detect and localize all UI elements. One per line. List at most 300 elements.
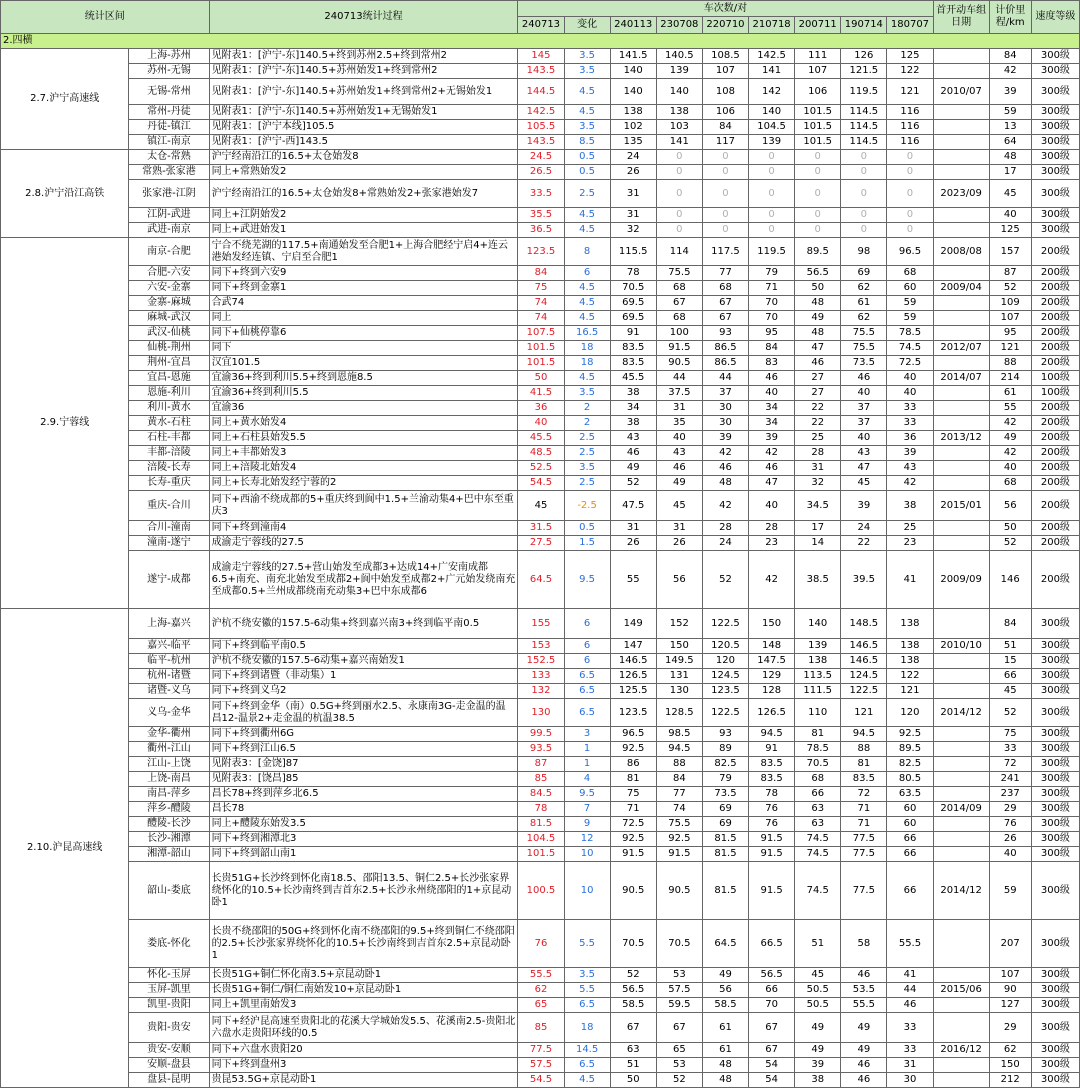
count-cell: 101.5 [795,120,841,135]
count-cell: 75.5 [841,341,887,356]
process-text: 同下+终到金寨1 [209,281,518,296]
count-cell: 67 [656,296,702,311]
mileage: 76 [989,817,1031,832]
count-cell: 44 [702,371,748,386]
open-date [933,727,989,742]
count-cell: 78.5 [795,742,841,757]
speed-grade: 300级 [1031,120,1079,135]
count-cell: 74.5 [795,862,841,920]
count-240713: 101.5 [518,356,564,371]
count-cell: 47 [749,476,795,491]
count-cell: 74.5 [887,341,933,356]
count-cell: 45.5 [610,371,656,386]
count-cell: 49 [795,1013,841,1043]
table-row [1,1043,1080,1058]
count-cell: 128.5 [656,699,702,727]
count-cell: 146.5 [841,654,887,669]
count-240713: 84 [518,266,564,281]
change-value: 2.5 [564,446,610,461]
segment-name: 怀化-玉屏 [129,968,209,983]
count-240713: 145 [518,49,564,64]
change-value: 8.5 [564,135,610,150]
open-date: 2023/09 [933,180,989,208]
count-cell: 119.5 [749,238,795,266]
count-cell: 146.5 [841,639,887,654]
count-240713: 40 [518,416,564,431]
count-cell: 82.5 [887,757,933,772]
segment-name: 玉屏-凯里 [129,983,209,998]
count-cell: 0 [749,180,795,208]
change-value: 3.5 [564,461,610,476]
count-cell: 0 [702,223,748,238]
segment-name: 上海-苏州 [129,49,209,64]
mileage: 107 [989,968,1031,983]
change-value: 6.5 [564,1058,610,1073]
count-cell: 80.5 [887,772,933,787]
speed-grade: 300级 [1031,208,1079,223]
col-process: 240713统计过程 [209,1,518,34]
change-value: 4.5 [564,281,610,296]
open-date [933,772,989,787]
count-240713: 123.5 [518,238,564,266]
speed-grade: 300级 [1031,847,1079,862]
segment-name: 黄水-石柱 [129,416,209,431]
count-cell: 34 [749,416,795,431]
change-value: 0.5 [564,150,610,165]
count-cell: 122.5 [702,609,748,639]
change-value: 4.5 [564,105,610,120]
mileage: 48 [989,150,1031,165]
count-cell: 150 [749,609,795,639]
change-value: 4.5 [564,79,610,105]
count-cell: 0 [841,150,887,165]
count-cell: 40 [656,431,702,446]
count-cell: 0 [749,223,795,238]
count-cell: 121 [887,684,933,699]
count-cell: 146.5 [610,654,656,669]
count-cell: 92.5 [610,832,656,847]
count-cell: 121 [841,699,887,727]
count-cell: 48 [795,326,841,341]
segment-name: 镇江-南京 [129,135,209,150]
count-cell: 89.5 [887,742,933,757]
count-cell: 49 [795,1043,841,1058]
segment-name: 盘县-昆明 [129,1073,209,1088]
count-240713: 62 [518,983,564,998]
count-cell: 74 [656,802,702,817]
segment-name: 萍乡-醴陵 [129,802,209,817]
count-cell: 59 [887,296,933,311]
count-cell: 36 [887,431,933,446]
count-cell: 49 [610,461,656,476]
count-240713: 130 [518,699,564,727]
change-value: 7 [564,802,610,817]
count-cell: 125 [887,49,933,64]
segment-name: 上饶-南昌 [129,772,209,787]
count-cell: 62 [841,281,887,296]
segment-name: 潼南-遂宁 [129,536,209,551]
open-date [933,150,989,165]
count-cell: 39 [841,491,887,521]
mileage: 75 [989,727,1031,742]
count-cell: 69 [841,266,887,281]
count-cell: 49 [841,1013,887,1043]
table-row [1,1058,1080,1073]
process-text: 同下+终到盘州3 [209,1058,518,1073]
count-cell: 119.5 [841,79,887,105]
segment-name: 长寿-重庆 [129,476,209,491]
mileage: 52 [989,536,1031,551]
open-date [933,64,989,79]
count-cell: 56.5 [795,266,841,281]
count-cell: 59 [887,311,933,326]
segment-name: 仙桃-荆州 [129,341,209,356]
segment-name: 贵阳-贵安 [129,1013,209,1043]
count-cell: 22 [795,401,841,416]
open-date: 2014/12 [933,699,989,727]
count-cell: 107 [702,64,748,79]
count-cell: 90.5 [610,862,656,920]
count-cell: 114 [656,238,702,266]
change-value: 2.5 [564,180,610,208]
speed-grade: 300级 [1031,832,1079,847]
count-cell: 120 [887,699,933,727]
count-cell: 138 [610,105,656,120]
segment-name: 苏州-无锡 [129,64,209,79]
mileage: 121 [989,341,1031,356]
count-cell: 39 [795,1058,841,1073]
open-date [933,684,989,699]
count-cell: 52 [702,551,748,609]
line-group: 2.9.宁蓉线 [1,238,129,609]
count-cell: 138 [656,105,702,120]
count-cell: 38 [795,1073,841,1088]
count-cell: 50.5 [795,998,841,1013]
change-value: 3 [564,727,610,742]
count-cell: 79 [702,772,748,787]
change-value: 10 [564,847,610,862]
open-date [933,1058,989,1073]
count-cell: 101.5 [795,135,841,150]
count-cell: 67 [702,296,748,311]
process-text: 同上+凯里南始发3 [209,998,518,1013]
count-cell: 23 [887,536,933,551]
count-cell: 47 [795,341,841,356]
count-cell: 38.5 [795,551,841,609]
speed-grade: 300级 [1031,787,1079,802]
process-text: 长贵51G+铜仁/铜仁南始发10+京昆动卧1 [209,983,518,998]
process-text: 见附表3：[饶昌]85 [209,772,518,787]
count-cell: 98.5 [656,727,702,742]
speed-grade: 300级 [1031,64,1079,79]
table-row [1,223,1080,238]
mileage: 42 [989,446,1031,461]
count-cell: 43 [887,461,933,476]
count-cell: 139 [749,135,795,150]
count-240713: 104.5 [518,832,564,847]
count-cell: 50.5 [795,983,841,998]
count-cell: 0 [656,223,702,238]
count-cell: 78.5 [887,326,933,341]
count-240713: 54.5 [518,476,564,491]
count-cell: 24 [702,536,748,551]
process-text: 长贵51G+铜仁怀化南3.5+京昆动卧1 [209,968,518,983]
count-cell: 92.5 [887,727,933,742]
speed-grade: 200级 [1031,551,1079,609]
count-cell: 31 [610,521,656,536]
table-row [1,727,1080,742]
count-cell: 44 [887,983,933,998]
count-cell: 77 [656,787,702,802]
count-cell: 75.5 [656,266,702,281]
segment-name: 江山-上饶 [129,757,209,772]
count-cell: 55 [610,551,656,609]
count-240713: 93.5 [518,742,564,757]
count-cell: 22 [841,536,887,551]
count-cell: 63.5 [887,787,933,802]
speed-grade: 300级 [1031,165,1079,180]
table-row [1,64,1080,79]
segment-name: 金寨-麻城 [129,296,209,311]
process-text: 同上+江阴始发2 [209,208,518,223]
change-value: 18 [564,1013,610,1043]
count-240713: 35.5 [518,208,564,223]
count-cell: 31 [795,461,841,476]
count-240713: 36.5 [518,223,564,238]
change-value: 9 [564,817,610,832]
count-cell: 0 [656,150,702,165]
count-cell: 54 [749,1073,795,1088]
count-cell: 70 [749,296,795,311]
open-date [933,105,989,120]
process-text: 沪宁经南沿江的16.5+太仓始发8 [209,150,518,165]
mileage: 90 [989,983,1031,998]
change-value: 3.5 [564,386,610,401]
open-date [933,326,989,341]
count-cell: 37.5 [656,386,702,401]
process-text: 同下+终到衢州6G [209,727,518,742]
subheader-5: 210718 [749,17,795,34]
count-cell: 32 [610,223,656,238]
count-cell: 128 [749,684,795,699]
count-cell: 77.5 [841,832,887,847]
segment-name: 临平-杭州 [129,654,209,669]
segment-name: 金华-衢州 [129,727,209,742]
count-cell: 94.5 [656,742,702,757]
count-cell: 70 [749,998,795,1013]
count-cell: 140 [795,609,841,639]
count-cell: 140.5 [656,49,702,64]
open-date: 2014/12 [933,862,989,920]
table-row [1,416,1080,431]
count-cell: 28 [795,446,841,461]
change-value: 4.5 [564,223,610,238]
count-cell: 28 [749,521,795,536]
count-cell: 58.5 [610,998,656,1013]
change-value: 2 [564,416,610,431]
mileage: 26 [989,832,1031,847]
count-cell: 88 [656,757,702,772]
speed-grade: 200级 [1031,401,1079,416]
count-cell: 51 [795,920,841,968]
line-group: 2.8.沪宁沿江高铁 [1,150,129,238]
open-date [933,787,989,802]
count-cell: 46 [795,356,841,371]
count-cell: 140 [610,64,656,79]
process-text: 同上+黄水始发4 [209,416,518,431]
change-value: 6.5 [564,699,610,727]
open-date [933,832,989,847]
count-240713: 155 [518,609,564,639]
count-cell: 139 [656,64,702,79]
count-cell: 107 [795,64,841,79]
mileage: 29 [989,1013,1031,1043]
count-cell: 48 [702,1073,748,1088]
count-240713: 143.5 [518,135,564,150]
count-cell: 91.5 [749,862,795,920]
speed-grade: 200级 [1031,416,1079,431]
count-cell: 141.5 [610,49,656,64]
speed-grade: 200级 [1031,431,1079,446]
count-cell: 69 [702,802,748,817]
mileage: 55 [989,401,1031,416]
count-240713: 152.5 [518,654,564,669]
count-cell: 49 [702,968,748,983]
count-cell: 56 [702,983,748,998]
count-cell: 147.5 [749,654,795,669]
count-cell: 31 [887,1058,933,1073]
count-cell: 0 [841,223,887,238]
count-240713: 33.5 [518,180,564,208]
count-cell: 138 [887,654,933,669]
speed-grade: 300级 [1031,609,1079,639]
open-date [933,609,989,639]
count-cell: 63 [795,802,841,817]
count-cell: 71 [749,281,795,296]
count-cell: 40 [887,371,933,386]
count-240713: 78 [518,802,564,817]
count-cell: 93 [702,326,748,341]
table-row [1,536,1080,551]
count-240713: 84.5 [518,787,564,802]
count-cell: 33 [887,1043,933,1058]
process-text: 见附表1：[沪宁-东]140.5+终到苏州2.5+终到常州2 [209,49,518,64]
count-cell: 116 [887,135,933,150]
count-cell: 25 [887,521,933,536]
count-cell: 113.5 [795,669,841,684]
count-240713: 55.5 [518,968,564,983]
count-cell: 71 [841,802,887,817]
count-cell: 75 [610,787,656,802]
speed-grade: 300级 [1031,223,1079,238]
change-value: 2.5 [564,431,610,446]
count-cell: 64.5 [702,920,748,968]
process-text: 同下+西渝不绕成都的5+重庆终到阆中1.5+兰渝动集4+巴中东至重庆3 [209,491,518,521]
count-240713: 74 [518,296,564,311]
count-cell: 40 [749,386,795,401]
table-row [1,787,1080,802]
count-cell: 56 [656,551,702,609]
count-cell: 68 [795,772,841,787]
mileage: 84 [989,49,1031,64]
count-cell: 39 [749,431,795,446]
change-value: 8 [564,238,610,266]
change-value: 12 [564,832,610,847]
count-cell: 42 [702,446,748,461]
change-value: 0.5 [564,165,610,180]
count-cell: 110 [795,699,841,727]
count-240713: 107.5 [518,326,564,341]
process-text: 成渝走宁蓉线的27.5 [209,536,518,551]
count-cell: 82.5 [702,757,748,772]
count-cell: 124.5 [841,669,887,684]
count-cell: 150 [656,639,702,654]
count-cell: 78 [749,787,795,802]
count-240713: 100.5 [518,862,564,920]
process-text: 长贵51G+长沙终到怀化南18.5、邵阳13.5、铜仁2.5+长沙张家界绕怀化的10.5+长沙南终到吉首东2.5+长沙永州绕邵阳的1+京昆动卧1 [209,862,518,920]
table-row [1,983,1080,998]
count-240713: 24.5 [518,150,564,165]
change-value: 3.5 [564,120,610,135]
table-row [1,401,1080,416]
count-cell: 139 [795,639,841,654]
count-240713: 26.5 [518,165,564,180]
mileage: 88 [989,356,1031,371]
speed-grade: 200级 [1031,266,1079,281]
mileage: 52 [989,699,1031,727]
count-cell: 31 [610,180,656,208]
change-value: 6 [564,266,610,281]
mileage: 61 [989,386,1031,401]
open-date [933,1013,989,1043]
open-date: 2008/08 [933,238,989,266]
count-cell: 111.5 [795,684,841,699]
count-240713: 74 [518,311,564,326]
speed-grade: 200级 [1031,326,1079,341]
table-row [1,105,1080,120]
count-cell: 86.5 [702,341,748,356]
count-cell: 0 [702,150,748,165]
count-cell: 75.5 [841,326,887,341]
segment-name: 江阴-武进 [129,208,209,223]
count-cell: 38 [610,416,656,431]
count-cell: 46 [656,461,702,476]
table-row [1,551,1080,609]
count-cell: 79 [749,266,795,281]
count-cell: 37 [702,386,748,401]
process-text: 同下+终到诸暨（非动集）1 [209,669,518,684]
segment-name: 太仓-常熟 [129,150,209,165]
count-240713: 132 [518,684,564,699]
change-value: 2.5 [564,476,610,491]
speed-grade: 100级 [1031,371,1079,386]
process-text: 合武74 [209,296,518,311]
segment-name: 石柱-丰都 [129,431,209,446]
process-text: 长贵不绕邵阳的50G+终到怀化南不绕邵阳的9.5+终到铜仁不绕邵阳的2.5+长沙张家界绕怀化的10.5+长沙南终到吉首东2.5+京昆动卧1 [209,920,518,968]
col-open-date: 首开动车组日期 [933,1,989,34]
speed-grade: 300级 [1031,772,1079,787]
count-cell: 27 [795,386,841,401]
speed-grade: 300级 [1031,998,1079,1013]
count-cell: 138 [795,654,841,669]
speed-grade: 300级 [1031,968,1079,983]
count-cell: 83.5 [610,341,656,356]
mileage: 64 [989,135,1031,150]
count-cell: 68 [702,281,748,296]
count-cell: 52 [610,968,656,983]
count-cell: 114.5 [841,135,887,150]
count-cell: 135 [610,135,656,150]
